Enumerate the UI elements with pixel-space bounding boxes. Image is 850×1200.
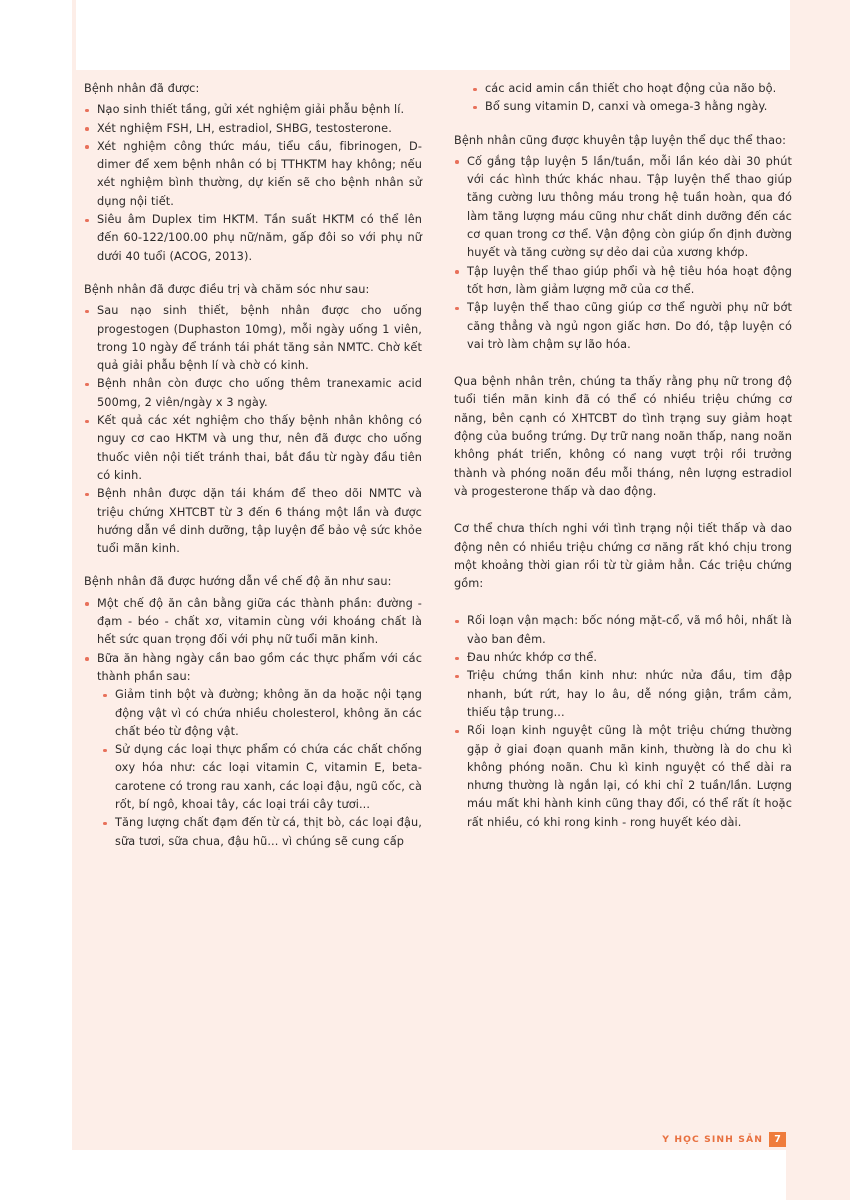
list-item: Bệnh nhân còn được cho uống thêm tranexamic acid 500mg, 2 viên/ngày x 3 ngày. [84, 375, 422, 412]
list-item: Bệnh nhân được dặn tái khám để theo dõi NMTC và triệu chứng XHTCBT từ 3 đến 6 tháng một lần và được hướng dẫn về dinh dưỡng, tập luyện để bảo vệ sức khỏe tuổi mãn kinh. [84, 485, 422, 558]
list-item: Giảm tinh bột và đường; không ăn da hoặc nội tạng động vật vì có chứa nhiều cholesterol, không ăn các chất béo từ động vật. [102, 686, 422, 741]
list-item: Cố gắng tập luyện 5 lần/tuần, mỗi lần kéo dài 30 phút với các hình thức khác nhau. Tập luyện thể thao giúp tăng cường lưu thông máu trong hệ tuần hoàn, qua đó làm tăng lượng máu cũng như chất dinh dưỡng đến các cơ quan trong cơ thể. Vận động còn giúp ổn định đường huyết và tăng cường sự dẻo dai của xương khớp. [454, 153, 792, 263]
journal-title: Y HỌC SINH SẢN [662, 1134, 763, 1145]
list-item: Một chế độ ăn cân bằng giữa các thành phần: đường - đạm - béo - chất xơ, vitamin cùng với khoáng chất là hết sức quan trọng đối với phụ nữ tuổi mãn kinh. [84, 595, 422, 650]
spacer [454, 354, 792, 373]
continued-sublist [454, 80, 792, 117]
section2-list [84, 302, 422, 558]
list-item: Triệu chứng thần kinh như: nhức nửa đầu, tim đập nhanh, bứt rứt, hay lo âu, dễ nóng giận, trầm cảm, thiếu tập trung... [454, 667, 792, 722]
spacer [454, 117, 792, 132]
list-item: các acid amin cần thiết cho hoạt động của não bộ. [472, 80, 792, 98]
section3-heading: Bệnh nhân đã được hướng dẫn về chế độ ăn như sau: [84, 575, 392, 589]
left-column [84, 80, 422, 1150]
left-margin [0, 0, 72, 1200]
list-item: Sau nạo sinh thiết, bệnh nhân được cho uống progestogen (Duphaston 10mg), mỗi ngày uống 1 viên, trong 10 ngày để tránh tái phát tăng sản NMTC. Chờ kết quả giải phẫu bệnh lí và chờ có kinh. [84, 302, 422, 375]
list-item: Siêu âm Duplex tim HKTM. Tần suất HKTM có thể lên đến 60-122/100.00 phụ nữ/năm, gấp đôi so với phụ nữ dưới 40 tuổi (ACOG, 2013). [84, 211, 422, 266]
right-column [454, 80, 792, 1150]
list-item: Sử dụng các loại thực phẩm có chứa các chất chống oxy hóa như: các loại vitamin C, vitamin E, beta-carotene có trong rau xanh, các loại đậu, ngũ cốc, cà rốt, bí ngô, khoai tây, các loại trái cây tươi... [102, 741, 422, 814]
page-number-badge: 7 [769, 1132, 786, 1147]
list-item: Kết quả các xét nghiệm cho thấy bệnh nhân không có nguy cơ cao HKTM và ung thư, nên đã được cho uống thuốc viên nội tiết tránh thai, bắt đầu từ ngày đầu tiên có kinh. [84, 412, 422, 485]
paragraph-2: Cơ thể chưa thích nghi với tình trạng nội tiết thấp và dao động nên có nhiều triệu chứng cơ năng rất khó chịu trong một khoảng thời gian rồi từ từ giảm hẳn. Các triệu chứng gồm: [454, 522, 792, 591]
list-item: Đau nhức khớp cơ thể. [454, 649, 792, 667]
list-item: Bữa ăn hàng ngày cần bao gồm các thực phẩm với các thành phần sau: [84, 650, 422, 687]
list-item: Tập luyện thể thao cũng giúp cơ thể người phụ nữ bớt căng thẳng và ngủ ngon giấc hơn. Do đó, tập luyện có vai trò làm chậm sự lão hóa. [454, 299, 792, 354]
list-item: Xét nghiệm FSH, LH, estradiol, SHBG, testosterone. [84, 120, 422, 138]
list-item: Tăng lượng chất đạm đến từ cá, thịt bò, các loại đậu, sữa tươi, sữa chua, đậu hũ... vì chúng sẽ cung cấp [102, 814, 422, 851]
list-item: Xét nghiệm công thức máu, tiểu cầu, fibrinogen, D-dimer để xem bệnh nhân có bị TTHKTM hay không; nếu xét nghiệm bình thường, dự kiến sẽ cho bệnh nhân sử dụng nội tiết. [84, 138, 422, 211]
spacer [454, 593, 792, 612]
top-white-band [72, 0, 850, 70]
page-content [72, 70, 850, 1150]
symptom-list [454, 612, 792, 832]
top-right-tint-block [790, 0, 850, 70]
spacer [454, 501, 792, 520]
bottom-white-band [72, 1150, 850, 1200]
section2-heading: Bệnh nhân đã được điều trị và chăm sóc như sau: [84, 282, 370, 296]
spacer [84, 558, 422, 573]
section4-heading: Bệnh nhân cũng được khuyên tập luyện thể dục thể thao: [454, 133, 787, 147]
list-item: Nạo sinh thiết tầng, gửi xét nghiệm giải phẫu bệnh lí. [84, 101, 422, 119]
paragraph-1: Qua bệnh nhân trên, chúng ta thấy rằng phụ nữ trong độ tuổi tiền mãn kinh đã có thể có nhiều triệu chứng cơ năng, bên cạnh có XHTCBT do tình trạng suy giảm hoạt động của buồng trứng. Dự trữ nang noãn thấp, nang noãn không phát triển, không có nang vượt trội rồi trưởng thành và phóng noãn đều mỗi tháng, nên lượng estradiol và progesterone thấp và dao động. [454, 375, 792, 498]
list-item: Bổ sung vitamin D, canxi và omega-3 hằng ngày. [472, 98, 792, 116]
list-item: Rối loạn kinh nguyệt cũng là một triệu chứng thường gặp ở giai đoạn quanh mãn kinh, thường là do chu kì không phóng noãn. Chu kì kinh nguyệt có thể dài ra nhưng thường là ngắn lại, có khi chỉ 2 tuần/lần. Lượng máu mất khi hành kinh cũng thay đổi, có thể rất ít hoặc rất nhiều, có khi rong kinh - rong huyết kéo dài. [454, 722, 792, 832]
list-item: Tập luyện thể thao giúp phổi và hệ tiêu hóa hoạt động tốt hơn, làm giảm lượng mỡ của cơ thể. [454, 263, 792, 300]
section3-sublist [84, 686, 422, 851]
top-band-rule [72, 0, 76, 70]
section4-list [454, 153, 792, 354]
section1-heading: Bệnh nhân đã được: [84, 82, 200, 95]
bottom-right-tint-block [786, 1150, 850, 1200]
section3-list [84, 595, 422, 686]
list-item: Rối loạn vận mạch: bốc nóng mặt-cổ, vã mồ hôi, nhất là vào ban đêm. [454, 612, 792, 649]
section1-list [84, 101, 422, 266]
spacer [84, 266, 422, 281]
page-footer [662, 1132, 786, 1147]
